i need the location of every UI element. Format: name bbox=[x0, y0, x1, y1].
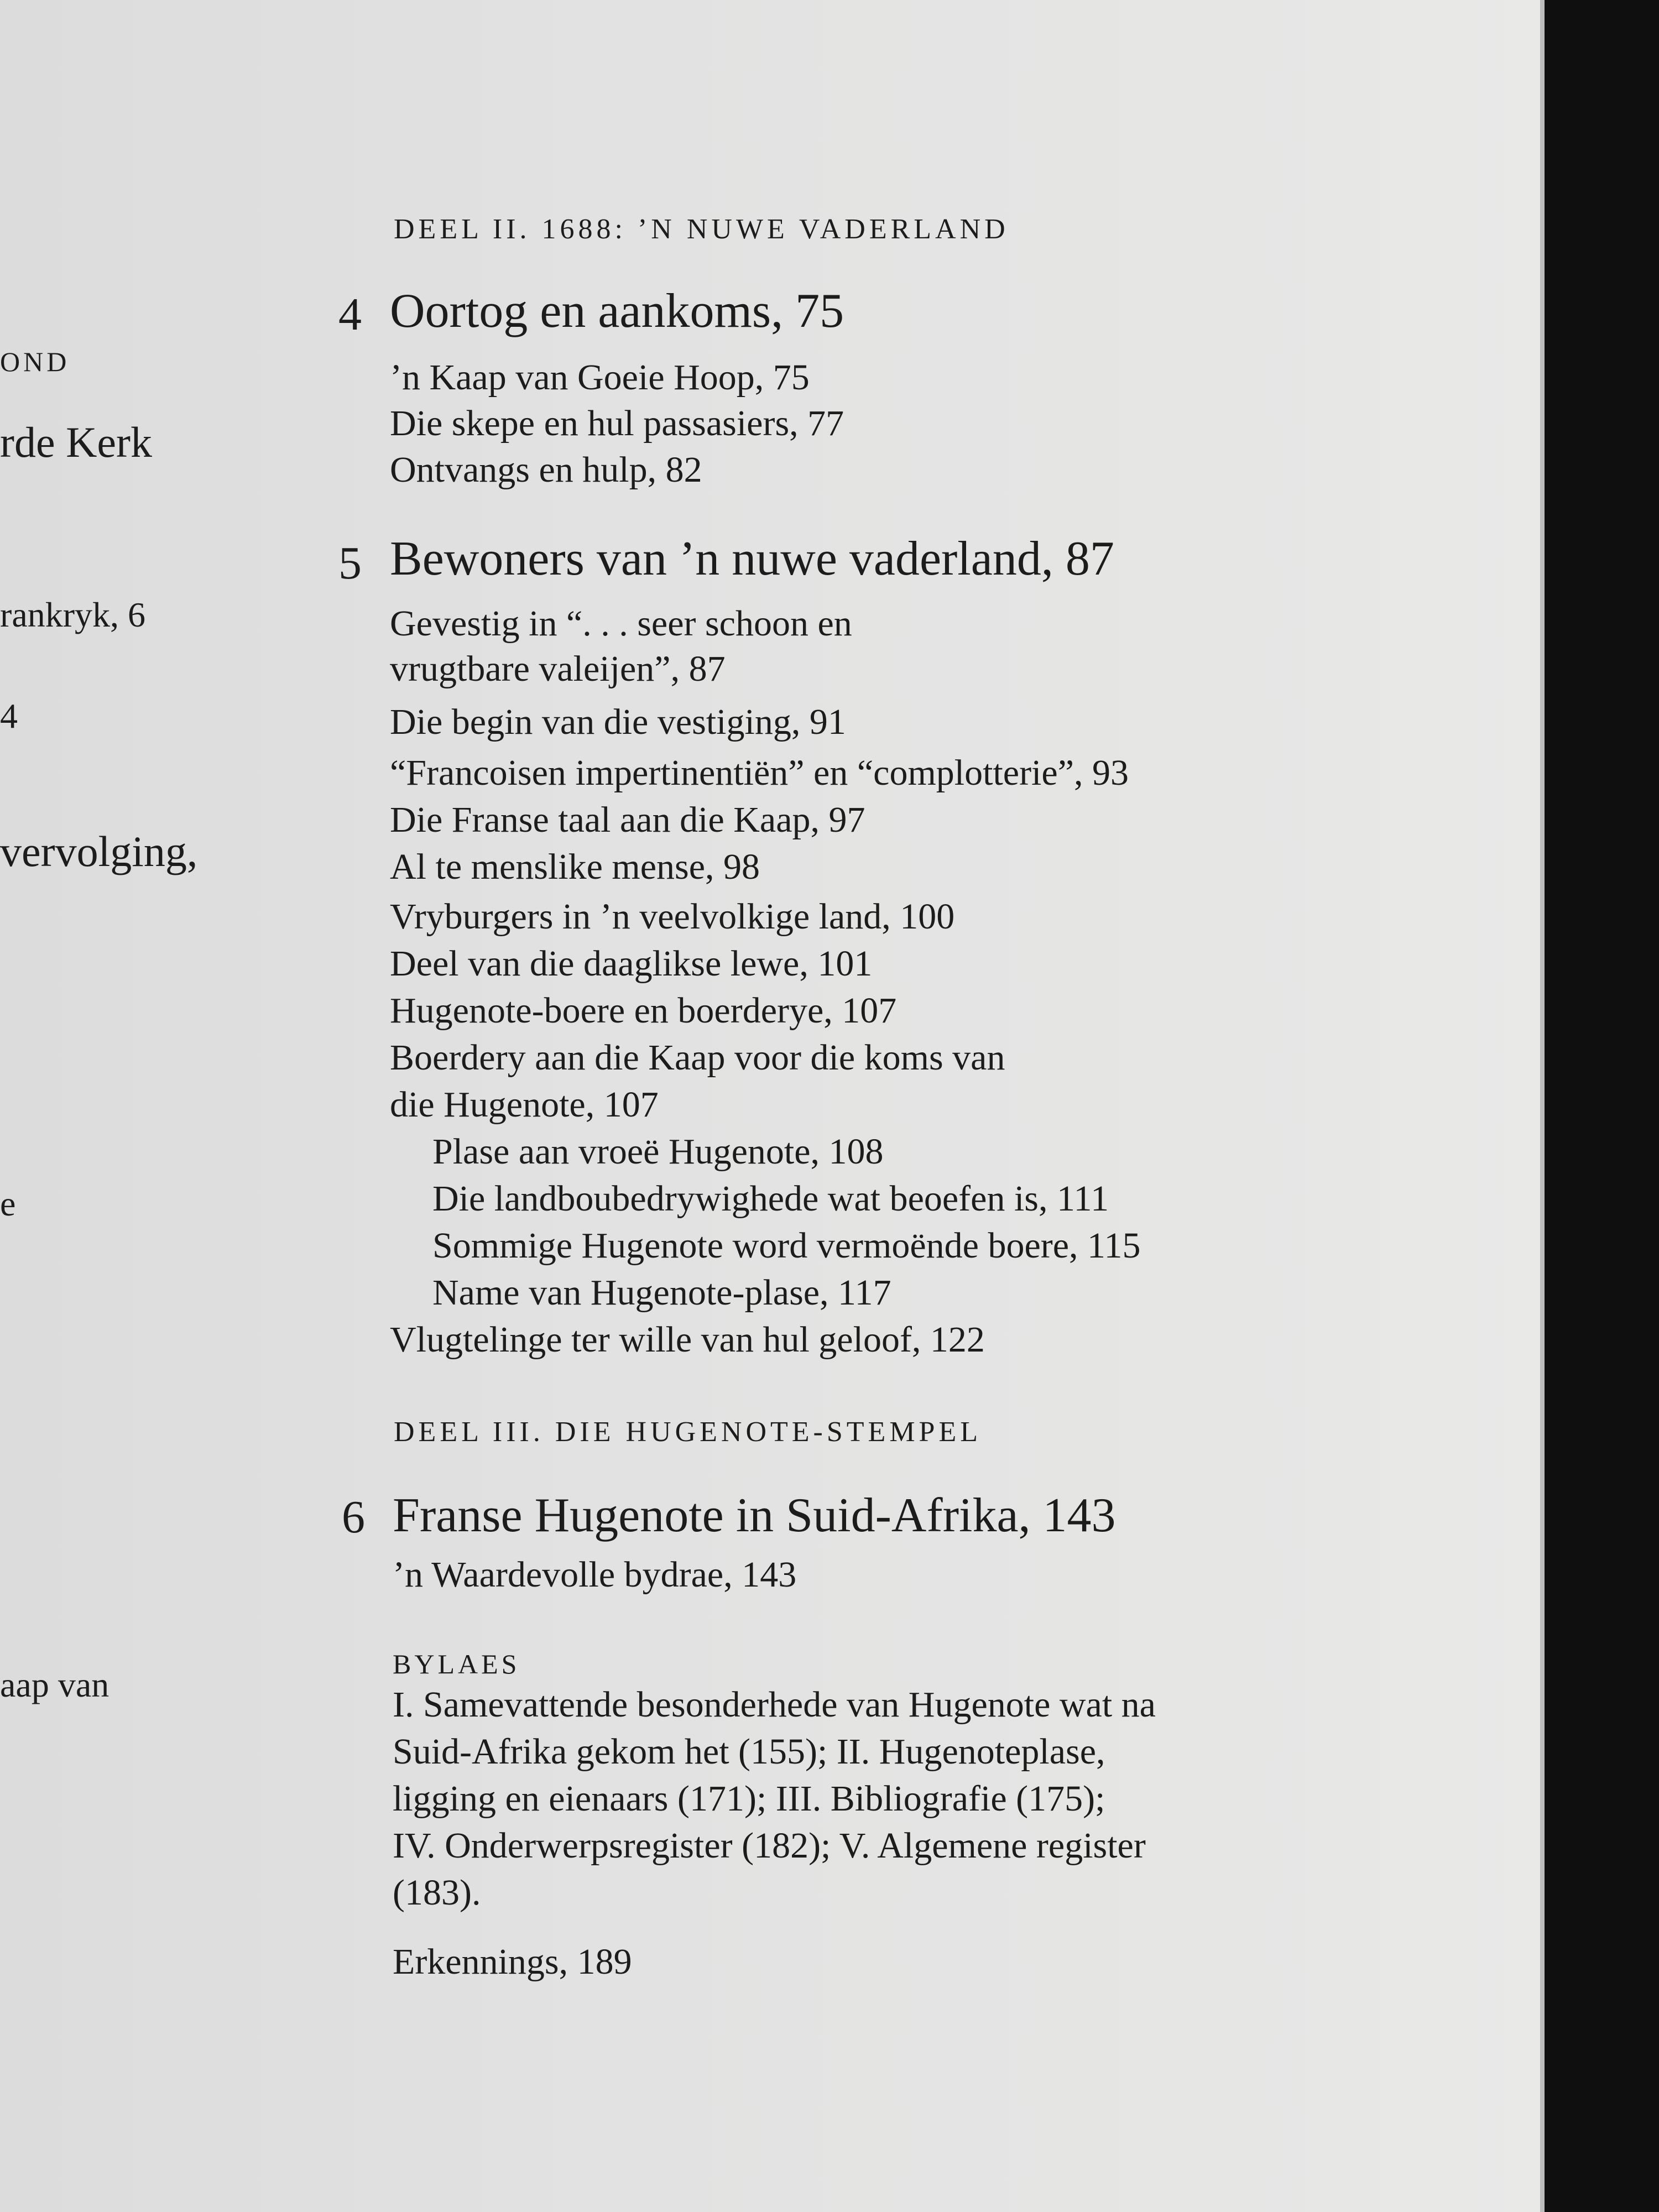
toc-entry: “Francoisen impertinentiën” en “complotterie”, 93 bbox=[390, 753, 1129, 793]
appendix-line: Suid-Afrika gekom het (155); II. Hugenoteplase, bbox=[393, 1731, 1105, 1772]
dark-background bbox=[1545, 0, 1659, 2212]
left-fragment: e bbox=[0, 1184, 16, 1223]
left-fragment: vervolging, bbox=[0, 827, 198, 875]
toc-entry: Gevestig in “. . . seer schoon en bbox=[390, 603, 852, 644]
toc-entry: Hugenote-boere en boerderye, 107 bbox=[390, 990, 897, 1031]
toc-entry: Deel van die daaglikse lewe, 101 bbox=[390, 943, 873, 984]
toc-entry: ’n Waardevolle bydrae, 143 bbox=[393, 1554, 797, 1595]
appendix-line: I. Samevattende besonderhede van Hugenote wat na bbox=[393, 1684, 1156, 1725]
toc-entry: Ontvangs en hulp, 82 bbox=[390, 450, 702, 490]
toc-entry: Die Franse taal aan die Kaap, 97 bbox=[390, 800, 865, 840]
appendices-label: BYLAES bbox=[393, 1648, 520, 1679]
toc-subentry: Plase aan vroeë Hugenote, 108 bbox=[432, 1131, 884, 1172]
part-heading: DEEL II. 1688: ’N NUWE VADERLAND bbox=[394, 213, 1009, 245]
left-fragment: rde Kerk bbox=[0, 418, 153, 466]
toc-entry: Vryburgers in ’n veelvolkige land, 100 bbox=[390, 896, 955, 937]
acknowledgements: Erkennings, 189 bbox=[393, 1942, 632, 1982]
part-heading: DEEL III. DIE HUGENOTE-STEMPEL bbox=[394, 1416, 982, 1448]
appendix-line: (183). bbox=[393, 1872, 481, 1913]
chapter-number: 4 bbox=[338, 289, 362, 340]
chapter-title: Oortog en aankoms, 75 bbox=[390, 284, 844, 338]
toc-entry: vrugtbare valeijen”, 87 bbox=[390, 649, 726, 689]
toc-subentry: Sommige Hugenote word vermoënde boere, 115 bbox=[432, 1225, 1141, 1266]
toc-subentry: Die landboubedrywighede wat beoefen is, 111 bbox=[432, 1178, 1109, 1219]
chapter-title: Franse Hugenote in Suid-Afrika, 143 bbox=[393, 1489, 1116, 1542]
toc-entry: Die begin van die vestiging, 91 bbox=[390, 702, 846, 742]
toc-entry: Die skepe en hul passasiers, 77 bbox=[390, 403, 844, 444]
toc-entry: Vlugtelinge ter wille van hul geloof, 122 bbox=[390, 1319, 985, 1360]
left-fragment: rankryk, 6 bbox=[0, 595, 146, 634]
chapter-title: Bewoners van ’n nuwe vaderland, 87 bbox=[390, 532, 1114, 586]
toc-entry: die Hugenote, 107 bbox=[390, 1084, 659, 1125]
toc-entry: Boerdery aan die Kaap voor die koms van bbox=[390, 1037, 1005, 1078]
toc-entry: Al te menslike mense, 98 bbox=[390, 847, 760, 887]
appendix-line: ligging en eienaars (171); III. Bibliografie (175); bbox=[393, 1778, 1105, 1819]
left-fragment: OND bbox=[0, 346, 70, 377]
left-fragment: 4 bbox=[0, 696, 18, 735]
chapter-number: 5 bbox=[338, 538, 362, 589]
appendix-line: IV. Onderwerpsregister (182); V. Algemene register bbox=[393, 1825, 1146, 1866]
toc-entry: ’n Kaap van Goeie Hoop, 75 bbox=[390, 357, 810, 398]
toc-subentry: Name van Hugenote-plase, 117 bbox=[432, 1272, 891, 1313]
left-fragment: aap van bbox=[0, 1665, 109, 1704]
page-edge bbox=[1540, 0, 1545, 2212]
chapter-number: 6 bbox=[342, 1491, 365, 1543]
